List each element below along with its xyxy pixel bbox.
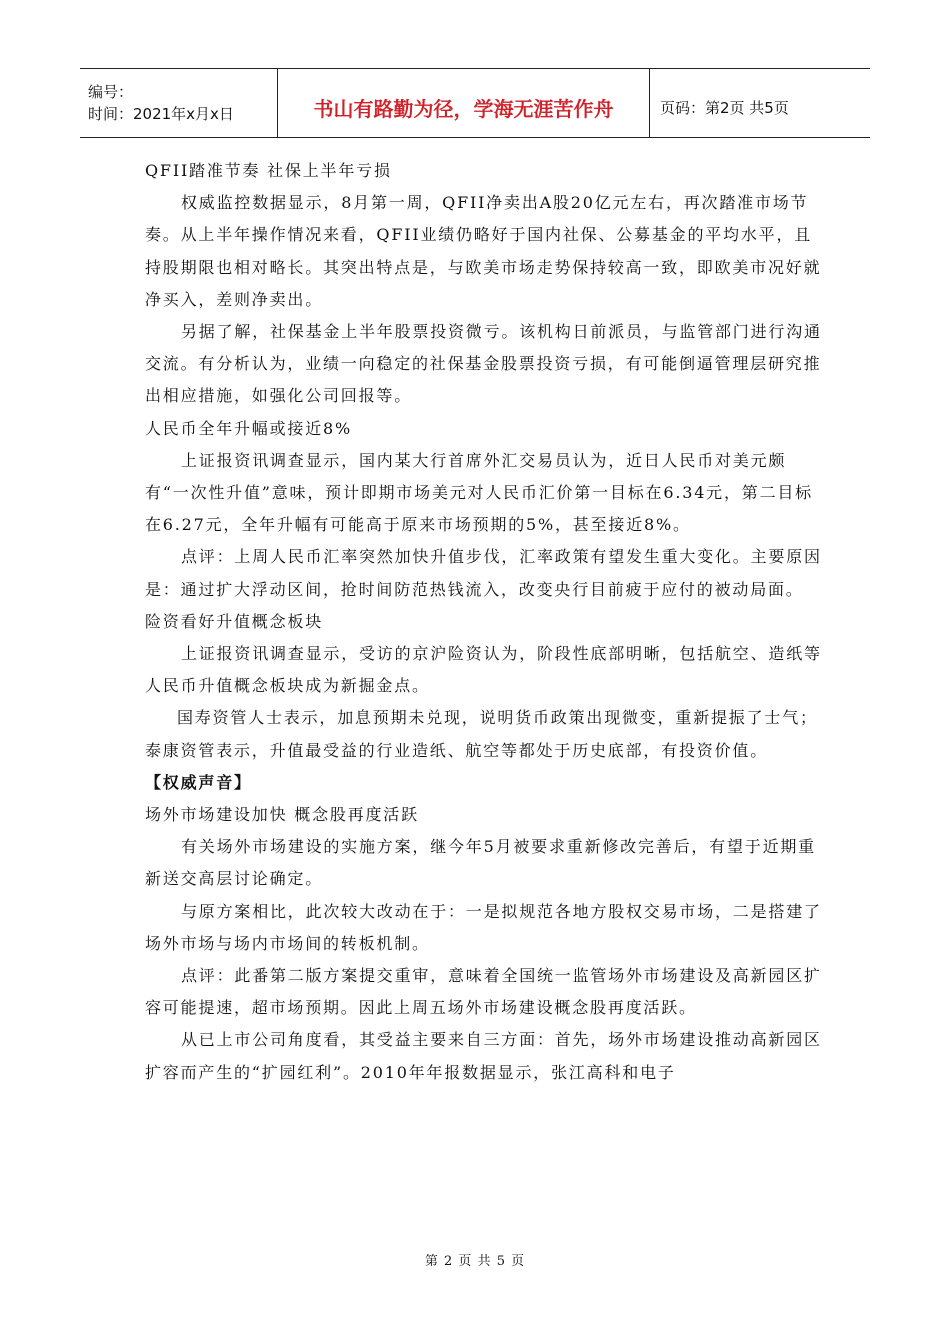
section-heading-rmb: 人民币全年升幅或接近8% bbox=[145, 418, 352, 438]
page-footer: 第 2 页 共 5 页 bbox=[424, 1254, 526, 1269]
paragraph: 上证报资讯调查显示，受访的京沪险资认为，阶段性底部明晰，包括航空、造纸等人民币升值概念板块成为新掘金点。 bbox=[145, 644, 822, 696]
section-heading-qfii: QFII踏准节奏 社保上半年亏损 bbox=[145, 161, 392, 180]
paragraph: 点评：上周人民币汇率突然加快升值步伐，汇率政策有望发生重大变化。主要原因是：通过扩大浮动区间，抢时间防范热钱流入，改变央行目前疲于应付的被动局面。 bbox=[145, 547, 822, 599]
paragraph: 国寿资管人士表示，加息预期未兑现，说明货币政策出现微变，重新提振了士气；泰康资管表示，升值最受益的行业造纸、航空等都处于历史底部，有投资价值。 bbox=[145, 708, 818, 760]
section-heading-otc: 场外市场建设加快 概念股再度活跃 bbox=[145, 805, 419, 825]
paragraph: 权威监控数据显示，8月第一周，QFII净卖出A股20亿元左右，再次踏准市场节奏。从上半年操作情况来看，QFII业绩仍略好于国内社保、公募基金的平均水平，且持股期限也相对略长。其突出特点是，与欧美市场走势保持较高一致，即欧美市况好就净买入，差则净卖出。 bbox=[145, 193, 822, 309]
paragraph: 有关场外市场建设的实施方案，继今年5月被要求重新修改完善后，有望于近期重新送交高层讨论确定。 bbox=[145, 837, 816, 889]
section-heading-authority: 【权威声音】 bbox=[145, 772, 252, 792]
document-number-label: 编号： bbox=[88, 83, 134, 101]
section-heading-insurance: 险资看好升值概念板块 bbox=[145, 611, 324, 631]
header-page-label: 页码：第2页 共5页 bbox=[660, 98, 789, 117]
paragraph: 另据了解，社保基金上半年股票投资微亏。该机构日前派员，与监管部门进行沟通交流。有分析认为，业绩一向稳定的社保基金股票投资亏损，有可能倒逼管理层研究推出相应措施，如强化公司回报等。 bbox=[145, 322, 822, 406]
page-header bbox=[80, 68, 870, 138]
header-meta bbox=[80, 69, 278, 137]
paragraph: 与原方案相比，此次较大改动在于：一是拟规范各地方股权交易市场，二是搭建了场外市场与场内市场间的转板机制。 bbox=[145, 901, 822, 953]
document-time-label: 时间：2021年x月x日 bbox=[88, 105, 234, 123]
paragraph: 上证报资讯调查显示，国内某大行首席外汇交易员认为，近日人民币对美元颇有“一次性升值”意味，预计即期市场美元对人民币汇价第一目标在6.34元，第二目标在6.27元，全年升幅有可能高于原来市场预期的5%，甚至接近8%。 bbox=[145, 450, 813, 535]
document-body bbox=[145, 155, 825, 1089]
paragraph: 点评：此番第二版方案提交重审，意味着全国统一监管场外市场建设及高新园区扩容可能提速，超市场预期。因此上周五场外市场建设概念股再度活跃。 bbox=[145, 966, 822, 1018]
paragraph: 从已上市公司角度看，其受益主要来自三方面：首先，场外市场建设推动高新园区扩容而产生的“扩园红利”。2010年年报数据显示，张江高科和电子 bbox=[145, 1030, 822, 1082]
header-motto: 书山有路勤为径，学海无涯苦作舟 bbox=[278, 69, 650, 137]
